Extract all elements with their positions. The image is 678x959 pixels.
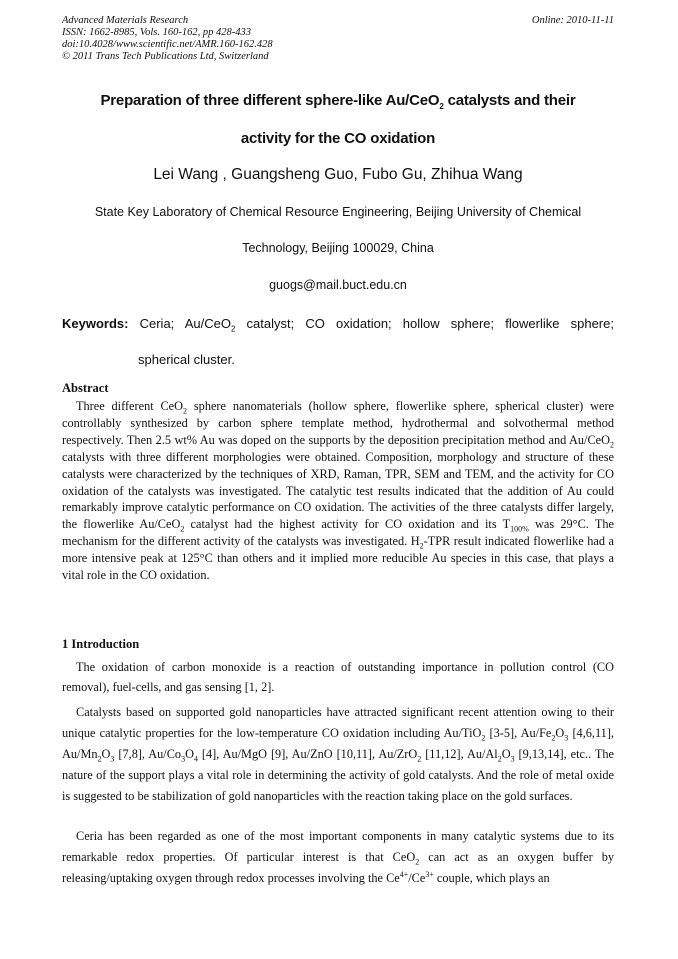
journal-header [62,15,614,63]
intro-paragraph-3: Ceria has been regarded as one of the most important components in many catalytic systems due to its remarkable redox properties. Of particular interest is that CeO$_2$ can act as an oxygen buffer by releasing/uptaking oxygen through redox processes involving the $Ce^{4+}/Ce^{3+}$ couple, which plays an [62,829,614,885]
keywords-line-1: Keywords: Ceria; Au/CeO$_2$ catalyst; CO oxidation; hollow sphere; flowerlike sphere; [62,316,614,334]
abstract-heading: Abstract [62,381,109,395]
affiliation-line-1: State Key Laboratory of Chemical Resource Engineering, Beijing University of Chemical [94,205,582,219]
introduction-heading: 1 Introduction [62,637,140,651]
abstract-body: Three different CeO$_2$ sphere nanomaterials (hollow sphere, flowerlike sphere, spherical cluster) were controllably synthesized by carbon sphere template method, hydrothermal and solvothermal method respectively. Then 2.5 wt% Au was doped on the supports by the deposition precipitation method and Au/CeO$_2$ catalysts with three different morphologies were obtained. Composition, morphology and structure of these catalysts were characterized by the techniques of XRD, Raman, TPR, SEM and TEM, and the activity for CO oxidation of the catalysts was investigated. The catalytic test results indicated that the addition of Au could remarkably improve catalytic performance on CO oxidation. The activities of the three catalysts differ largely, the flowerlike Au/CeO$_2$ catalyst had the highest activity for CO oxidation and its $T_{100\%}$ was 29°C. The mechanism for the different activity of the catalysts was investigated. $H_2$-TPR result indicated flowerlike had a more intensive peak at 125°C than others and it implied more reducible Au species in this case, that plays a vital role in the CO oxidation. [62,399,615,583]
paper-title-line-2: activity for the CO oxidation [240,130,436,147]
intro-paragraph-2: Catalysts based on supported gold nanoparticles have attracted significant recent attention owing to their unique catalytic properties for the low-temperature CO oxidation including Au/TiO$_2$ [3-5], $Au/Fe_2O_3$ [4,6,11], $Au/Mn_2O_3$ [7,8], $Au/Co_3O_4$ [4], Au/MgO [9], Au/ZnO [10,11], Au/ZrO$_2$ [11,12], $Au/Al_2O_3$ [9,13,14], etc.. The nature of the support plays a vital role in determining the activity of gold catalysts. And the role of metal oxide is suggested to be stabilization of gold nanoparticles with the reaction taking place on the gold surfaces. [62,705,614,803]
intro-paragraph-1: The oxidation of carbon monoxide is a reaction of outstanding importance in pollution control (CO removal), fuel-cells, and gas sensing [1, 2]. [62,660,614,694]
author-list: Lei Wang , Guangsheng Guo, Fubo Gu, Zhihua Wang [153,166,523,183]
paper-title-line-1: Preparation of three different sphere-like Au/CeO$_2$ catalysts and their [100,92,576,111]
online-date: Online: 2010-11-11 [531,15,614,26]
keywords-line-2: spherical cluster. [138,352,235,367]
copyright-line: © 2011 Trans Tech Publications Ltd, Switzerland [62,51,269,62]
email-link[interactable]: guogs@mail.buct.edu.cn [269,278,407,292]
doi-line: doi:10.4028/www.scientific.net/AMR.160-162.428 [62,39,273,50]
journal-name: Advanced Materials Research [62,15,189,26]
affiliation-line-2: Technology, Beijing 100029, China [242,241,434,255]
issn-line: ISSN: 1662-8985, Vols. 160-162, pp 428-433 [62,27,251,38]
keywords-label: Keywords: [62,316,129,331]
